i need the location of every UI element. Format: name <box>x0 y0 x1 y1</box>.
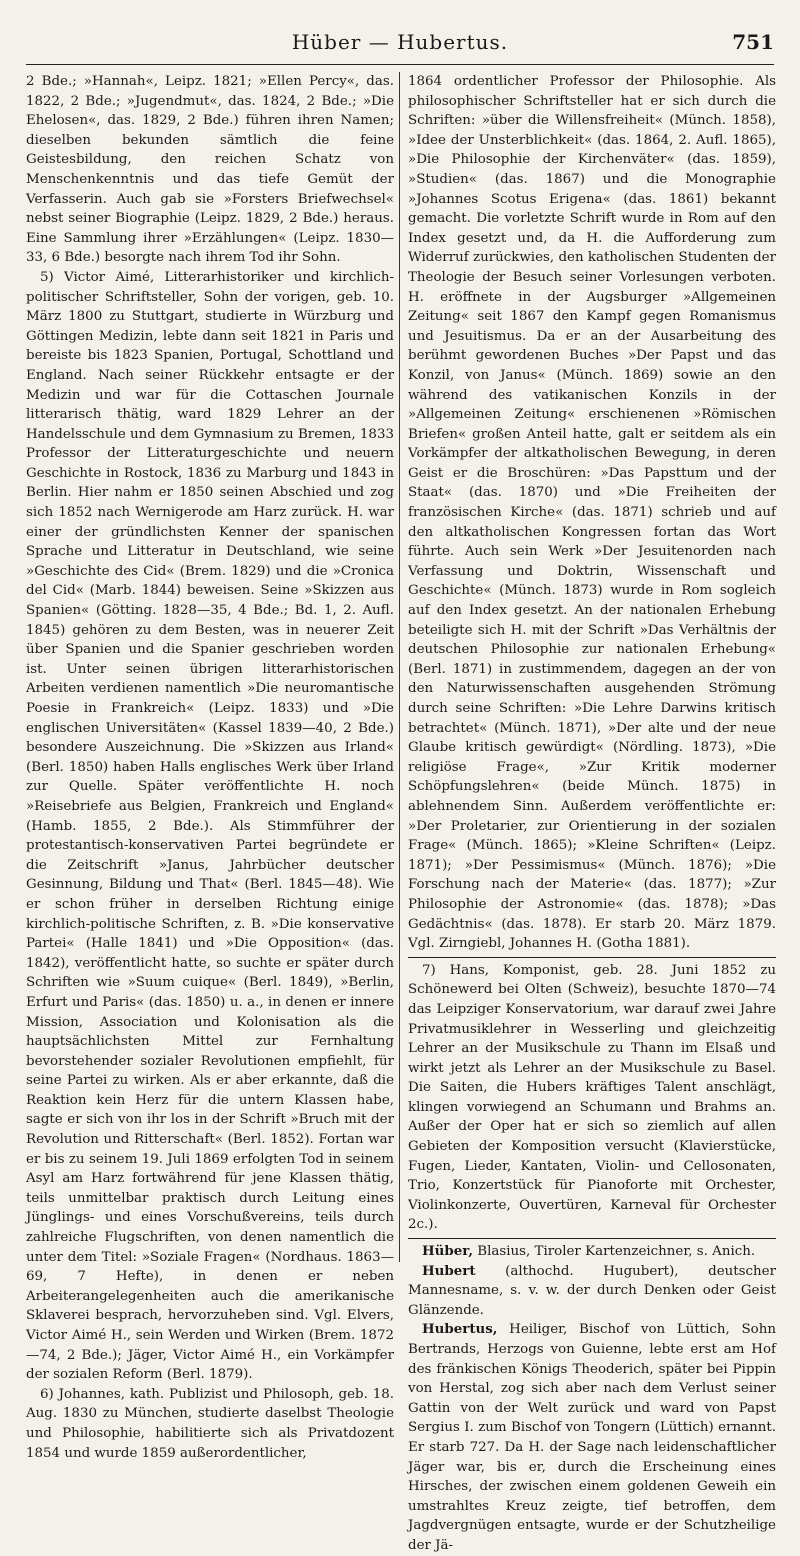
entry-hans: 7) Hans, Komponist, geb. 28. Juni 1852 zu Schönewerd bei Olten (Schweiz), besuchte 1870—74 das Leipziger Konservatorium, war darauf zwei Jahre Privatmusiklehrer in Wesserling und gleichzeitig Lehrer an der Musikschule zu Thann im Elsaß und wirkt jetzt als Lehrer an der Musikschule zu Basel. Die Saiten, die Hubers kräftiges Talent anschlägt, klingen vorwiegend an Schumann und Brahms an. Außer der Oper hat er sich so ziemlich auf allen Gebieten der Komposition versucht (Klavierstücke, Fugen, Lieder, Kantaten, Violin- und Cellosonaten, Trio, Konzertstück für Pianoforte mit Orchester, Violinkonzerte, Ouvertüren, Karneval für Orchester 2c.). <box>408 962 776 1233</box>
entry-text: Heiliger, Bischof von Lüttich, Sohn Bertrands, Herzogs von Guienne, lebte erst am Hof des fränkischen Königs Theoderich, später bei Pippin von Herstal, zog sich aber nach dem Verlust seiner Gattin von der Welt zurück und ward von Papst Sergius I. zum Bischof von Tongern (Lüttich) ernannt. Er starb 727. Da H. der Sage nach leidenschaftlicher Jäger war, bis er, durch die Erscheinung eines Hirsches, der zwischen einem goldenen Geweih ein umstrahltes Kreuz zeigte, tief betroffen, dem Jagdvergnügen entsagte, wurde er der Schutzheilige der Jä- <box>408 1322 776 1553</box>
entry-divider <box>408 1238 776 1239</box>
right-column <box>408 72 776 1553</box>
page-number: 751 <box>732 30 774 54</box>
left-column <box>26 72 394 1461</box>
column-divider <box>399 72 400 1262</box>
headword: Hubert <box>422 1262 476 1279</box>
running-title: Hüber — Hubertus. <box>291 30 509 54</box>
entry-text: Blasius, Tiroler Kartenzeichner, s. Anich. <box>473 1244 756 1260</box>
entry-text: (althochd. Hugubert), deutscher Mannesname, s. v. w. der durch Denken oder Geist Glänzende. <box>408 1263 776 1318</box>
headword: Hubertus, <box>422 1321 498 1338</box>
entry-hubert <box>408 1262 776 1321</box>
headword: Hüber, <box>422 1243 474 1260</box>
entry-victor-aime: 5) Victor Aimé, Litterarhistoriker und kirchlich-politischer Schriftsteller, Sohn der vorigen, geb. 10. März 1800 zu Stuttgart, studierte in Würzburg und Göttingen Medizin, lebte dann seit 1821 in Paris und bereiste bis 1823 Spanien, Portugal, Schottland und England. Nach seiner Rückkehr entsagte er der Medizin und war für die Cottaschen Journale litterarisch thätig, ward 1829 Lehrer an der Handelsschule und dem Gymnasium zu Bremen, 1833 Professor der Litteraturgeschichte und neuern Geschichte in Rostock, 1836 zu Marburg und 1843 in Berlin. Hier nahm er 1850 seinen Abschied und zog sich 1852 nach Wernigerode am Harz zurück. H. war einer der gründlichsten Kenner der spanischen Sprache und Litteratur in Deutschland, wie seine »Geschichte des Cid« (Brem. 1829) und die »Cronica del Cid« (Marb. 1844) beweisen. Seine »Skizzen aus Spanien« (Götting. 1828—35, 4 Bde.; Bd. 1, 2. Aufl. 1845) gehören zu dem Besten, was in neuerer Zeit über Spanien und die Spanier geschrieben worden ist. Unter seinen übrigen litterarhistorischen Arbeiten verdienen namentlich »Die neuromantische Poesie in Frankreich« (Leipz. 1833) und »Die englischen Universitäten« (Kassel 1839—40, 2 Bde.) besondere Auszeichnung. Die »Skizzen aus Irland« (Berl. 1850) haben Halls englisches Werk über Irland zur Quelle. Später veröffentlichte H. noch »Reisebriefe aus Belgien, Frankreich und England« (Hamb. 1855, 2 Bde.). Als Stimmführer der protestantisch-konservativen Partei begründete er die Zeitschrift »Janus, Jahrbücher deutscher Gesinnung, Bildung und That« (Berl. 1845—48). Wie er schon früher in derselben Richtung einige kirchlich-politische Schriften, z. B. »Die konservative Partei« (Halle 1841) und »Die Opposition« (das. 1842), veröffentlicht hatte, so suchte er später durch Schriften wie »Suum cuique« (Berl. 1849), »Berlin, Erfurt und Paris« (das. 1850) u. a., in denen er innere Mission, Association und Kolonisation als die hauptsächlichsten Mittel zur Fernhaltung bevorstehender sozialer Revolutionen empfiehlt, für seine Partei zu wirken. Als er aber erkannte, daß die Reaktion kein Herz für die untern Klassen habe, sagte er sich von ihr los in der Schrift »Bruch mit der Revolution und Ritterschaft« (Berl. 1852). Fortan war er bis zu seinem 19. Juli 1869 erfolgten Tod in seinem Asyl am Harz fortwährend für jene Klassen thätig, teils unmittelbar praktisch durch Leitung eines Jünglings- und eines Vorschußvereins, teils durch zahlreiche Flugschriften, von denen namentlich die unter dem Titel: »Soziale Fragen« (Nordhaus. 1863—69, 7 Hefte), in denen er neben Arbeiterangelegenheiten auch die amerikanische Sklaverei besprach, hervorzuheben sind. Vgl. Elvers, Victor Aimé H., sein Werden und Wirken (Brem. 1872—74, 2 Bde.); Jäger, Victor Aimé H., ein Vorkämpfer der sozialen Reform (Berl. 1879). <box>26 269 394 1383</box>
page-header <box>26 22 774 65</box>
entry-johannes: 6) Johannes, kath. Publizist und Philosoph, geb. 18. Aug. 1830 zu München, studierte daselbst Theologie und Philosophie, habilitierte sich als Privatdozent 1854 und wurde 1859 außerordentlicher, <box>26 1386 394 1461</box>
entry-hubertus <box>408 1320 776 1555</box>
paragraph: 2 Bde.; »Hannah«, Leipz. 1821; »Ellen Percy«, das. 1822, 2 Bde.; »Jugendmut«, das. 1824, 2 Bde.; »Die Ehelosen«, das. 1829, 2 Bde.) führen ihren Namen; dieselben bekunden sämtlich die feine Geistesbildung, den reichen Schatz von Menschenkenntnis und das tiefe Gemüt der Verfasserin. Auch gab sie »Forsters Briefwechsel« nebst seiner Biographie (Leipz. 1829, 2 Bde.) heraus. Eine Sammlung ihrer »Erzählungen« (Leipz. 1830—33, 6 Bde.) besorgte nach ihrem Tod ihr Sohn. <box>26 74 394 266</box>
entry-hueber-blasius <box>408 1242 776 1262</box>
paragraph: 1864 ordentlicher Professor der Philosophie. Als philosophischer Schriftsteller hat er sich durch die Schriften: »über die Willensfreiheit« (Münch. 1858), »Idee der Unsterblichkeit« (das. 1864, 2. Aufl. 1865), »Die Philosophie der Kirchenväter« (das. 1859), »Studien« (das. 1867) und die Monographie »Johannes Scotus Erigena« (das. 1861) bekannt gemacht. Die vorletzte Schrift wurde in Rom auf den Index gesetzt und, da H. die Aufforderung zum Widerruf zurückwies, den katholischen Studenten der Theologie der Besuch seiner Vorlesungen verboten. H. eröffnete in der Augsburger »Allgemeinen Zeitung« seit 1867 den Kampf gegen Romanismus und Jesuitismus. Da er an der Ausarbeitung des berühmt gewordenen Buches »Der Papst und das Konzil, von Janus« (Münch. 1869) sowie an den während des vatikanischen Konzils in der »Allgemeinen Zeitung« erschienenen »Römischen Briefen« großen Anteil hatte, galt er seitdem als ein Vorkämpfer der altkatholischen Bewegung, in deren Geist er die Broschüren: »Das Papsttum und der Staat« (das. 1870) und »Die Freiheiten der französischen Kirche« (das. 1871) schrieb und auf den altkatholischen Kongressen fortan das Wort führte. Auch sein Werk »Der Jesuitenorden nach Verfassung und Doktrin, Wissenschaft und Geschichte« (Münch. 1873) wurde in Rom sogleich auf den Index gesetzt. An der nationalen Erhebung beteiligte sich H. mit der Schrift »Das Verhältnis der deutschen Philosophie zur nationalen Erhebung« (Berl. 1871) in zustimmendem, dagegen an der von den Naturwissenschaften ausgehenden Strömung durch seine Schriften: »Die Lehre Darwins kritisch betrachtet« (Münch. 1871), »Der alte und der neue Glaube kritisch gewürdigt« (Nördling. 1873), »Die religiöse Frage«, »Zur Kritik moderner Schöpfungslehren« (beide Münch. 1875) in ablehnendem Sinn. Außerdem veröffentlichte er: »Der Proletarier, zur Orientierung in der sozialen Frage« (Münch. 1865); »Kleine Schriften« (Leipz. 1871); »Der Pessimismus« (Münch. 1876); »Die Forschung nach der Materie« (das. 1877); »Zur Philosophie der Astronomie« (das. 1878); »Das Gedächtnis« (das. 1878). Er starb 20. März 1879. Vgl. Zirngiebl, Johannes H. (Gotha 1881). <box>408 74 776 952</box>
entry-divider <box>408 957 776 958</box>
